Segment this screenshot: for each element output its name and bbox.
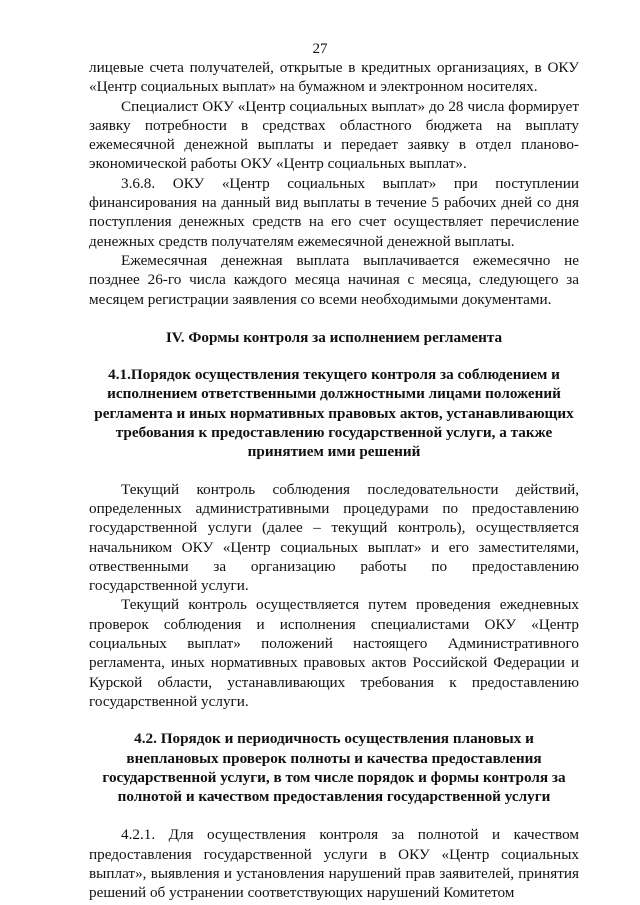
paragraph: 4.2.1. Для осуществления контроля за полнотой и качеством предоставления государственной услуги в ОКУ «Центр социальных выплат», выявления и установления нарушений прав заявителей, принятия решений об устранении соответствующих нарушений Комитетом <box>89 826 579 902</box>
subsection-heading: 4.2. Порядок и периодичность осуществления плановых и внеплановых проверок полноты и качества предоставления государственной услуги, в том числе порядок и формы контроля за полнотой и качеством предоставления государственной услуги <box>102 730 566 806</box>
paragraph: Текущий контроль соблюдения последовательности действий, определенных административными процедурами по предоставлению государственной услуги (далее – текущий контроль), осуществляется начальником ОКУ «Центр социальных выплат» и его заместителями, отвественными за организацию работы по предоставлению государственной услуги. <box>89 480 579 595</box>
page-body <box>89 58 579 903</box>
paragraph: Специалист ОКУ «Центр социальных выплат» до 28 числа формирует заявку потребности в средствах областного бюджета на выплату ежемесячной денежной выплаты и передает заявку в отдел планово-экономической работы ОКУ «Центр социальных выплат». <box>89 97 579 173</box>
subsection-heading: 4.1.Порядок осуществления текущего контроля за соблюдением и исполнением ответственными должностными лицами положений регламента и иных нормативных правовых актов, устанавливающих требования к предоставлению государственной услуги, а также принятием ими решений <box>94 366 574 461</box>
page-number: 27 <box>312 41 328 57</box>
paragraph: лицевые счета получателей, открытые в кредитных организациях, в ОКУ «Центр социальных выплат» на бумажном и электронном носителях. <box>89 59 579 96</box>
paragraph: Текущий контроль осуществляется путем проведения ежедневных проверок соблюдения и исполнения специалистами ОКУ «Центр социальных выплат» положений настоящего Административного регламента, иных нормативных правовых актов Российской Федерации и Курской области, устанавливающих требования к предоставлению государственной услуги. <box>89 596 579 710</box>
paragraph: Ежемесячная денежная выплата выплачивается ежемесячно не позднее 26-го числа каждого месяца начиная с месяца, следующего за месяцем регистрации заявления со всеми необходимыми документами. <box>89 251 579 308</box>
paragraph: 3.6.8. ОКУ «Центр социальных выплат» при поступлении финансирования на данный вид выплаты в течение 5 рабочих дней со дня поступления денежных средств на его счет осуществляет перечисление денежных средств получателям ежемесячной денежной выплаты. <box>89 174 579 250</box>
section-heading: IV. Формы контроля за исполнением регламента <box>165 328 503 346</box>
